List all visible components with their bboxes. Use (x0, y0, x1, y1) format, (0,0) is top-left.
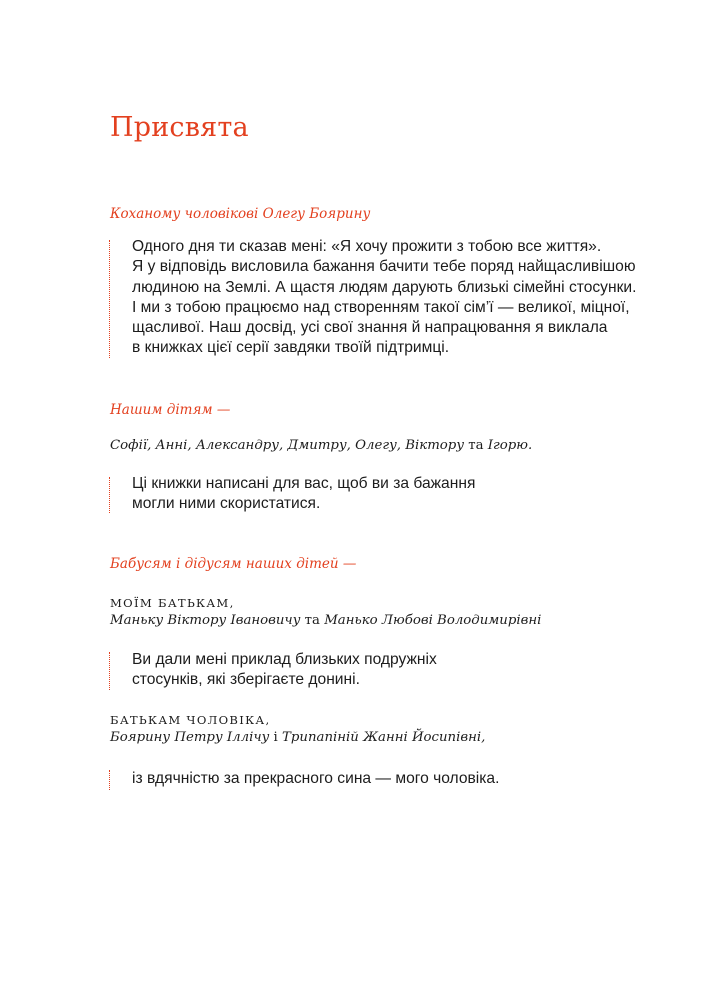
text-line: могли ними скористатися. (132, 495, 321, 513)
text-line: І ми з тобою працюємо над створенням такої сім’ї — великої, міцної, (132, 298, 630, 316)
parent-name-father-in-law: Боярину Петру Іллічу (110, 730, 270, 745)
children-names-last: Ігорю. (487, 438, 533, 453)
names-connector: і (269, 730, 283, 745)
dedication-heading-husband: Коханому чоловікові Олегу Боярину (110, 206, 371, 222)
group-caps-my-parents: МОЇМ БАТЬКАМ, (110, 596, 235, 610)
text-line: щасливої. Наш досвід, усі свої знання й напрацювання я виклала (132, 319, 608, 337)
page-title: Присвята (110, 112, 249, 143)
text-line: Я у відповідь висловила бажання бачити тебе поряд найщасливішою (132, 258, 636, 276)
children-names-list: Софії, Анні, Александру, Дмитру, Олегу, Віктору (110, 438, 465, 453)
dotted-rule (109, 770, 110, 790)
dotted-rule (109, 240, 110, 358)
husband-parents-names (110, 730, 485, 745)
text-line: людиною на Землі. А щастя людям дарують близькі сімейні стосунки. (132, 278, 637, 296)
text-line: Ви дали мені приклад близьких подружніх (132, 651, 437, 668)
dedication-heading-grandparents: Бабусям і дідусям наших дітей — (110, 556, 357, 572)
my-parents-names (110, 613, 541, 628)
names-connector: та (464, 438, 488, 453)
dedication-text-husband-parents (132, 769, 499, 789)
text-line: Ці книжки написані для вас, щоб ви за бажання (132, 475, 476, 492)
dotted-rule (109, 477, 110, 513)
names-connector: та (300, 613, 325, 628)
text-line: стосунків, які зберігаєте донині. (132, 671, 360, 689)
dedication-text-children (132, 474, 475, 515)
dedication-text-husband (132, 237, 636, 359)
parent-name-mother-in-law: Трипапіній Жанні Йосипівні, (282, 730, 486, 745)
dedication-heading-children: Нашим дітям — (110, 402, 231, 418)
dedication-text-my-parents (132, 650, 437, 691)
parent-name-mother: Манько Любові Володимирівні (324, 613, 542, 628)
dotted-rule (109, 652, 110, 690)
group-caps-husband-parents: БАТЬКАМ ЧОЛОВІКА, (110, 713, 271, 727)
children-names (110, 438, 532, 453)
text-line: Одного дня ти сказав мені: «Я хочу прожити з тобою все життя». (132, 238, 602, 255)
parent-name-father: Маньку Віктору Івановичу (110, 613, 301, 628)
text-line: в книжках цієї серії завдяки твоїй підтримці. (132, 339, 450, 357)
text-line: із вдячністю за прекрасного сина — мого чоловіка. (132, 770, 500, 787)
